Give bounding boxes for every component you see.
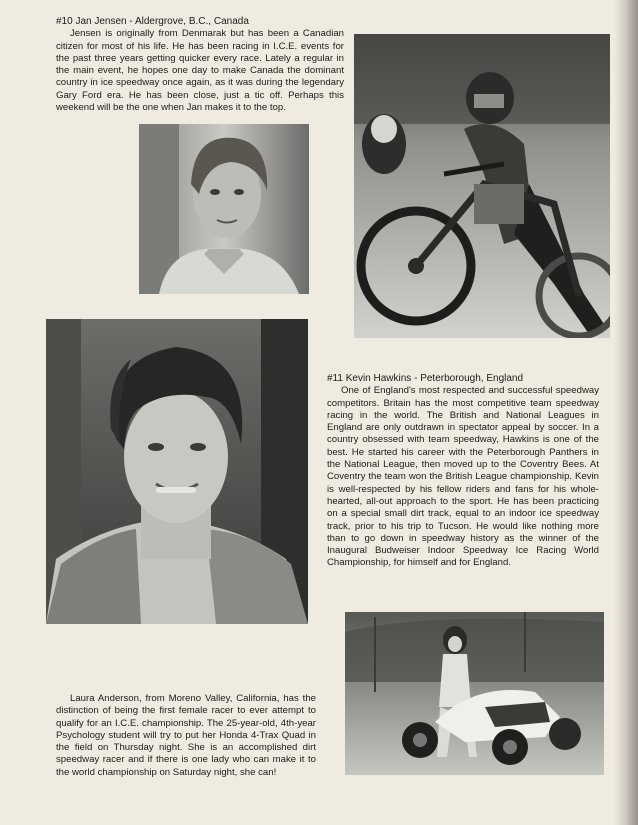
jensen-portrait-photo — [139, 124, 309, 294]
page-spine-shadow — [614, 0, 638, 825]
hawkins-article — [327, 373, 599, 570]
speedway-racing-photo — [354, 34, 610, 338]
anderson-quad-photo — [345, 612, 604, 775]
anderson-article — [56, 693, 316, 779]
anderson-body: Laura Anderson, from Moreno Valley, California, has the distinction of being the first female racer to ever attempt to qualify for an I.C.E. championship. The 25-year-old, 4th-year Psychology student will try to put her Honda 4-Trax Quad in the field on Thursday night. She is an accomplished dirt speedway racer and if there is one lady who can make it to the world championship on Saturday night, she can! — [56, 693, 316, 778]
jensen-heading: #10 Jan Jensen - Aldergrove, B.C., Canada — [56, 16, 249, 27]
hawkins-body: One of England's most respected and successful speedway competitors. Britain has the most competitive team speedway racing in the world. The British and National Leagues in England are only outdrawn in spectator appeal by soccer. In a country obsessed with team speedway, Hawkins is one of the best. He started his career with the Peterborough Panthers in the National League, then moved up to the Coventry Bees. At Coventry the team won the British League championship. Kevin is well-respected by his fellow riders and fans for his whole-hearted, all-out approach to the sport. He has been practicing on a special small dirt track, equal to an indoor ice speedway track, prior to his trip to Tucson. He would like nothing more than to go down in speedway history as the winner of the Inaugural Budweiser Indoor Speedway Ice Racing World Championship, for himself and for England. — [327, 385, 599, 569]
hawkins-heading: #11 Kevin Hawkins - Peterborough, England — [327, 373, 524, 384]
hawkins-portrait-photo — [46, 319, 308, 624]
jensen-body: Jensen is originally from Denmarak but has been a Canadian citizen for most of his life. He has been racing in I.C.E. events for the past three years getting quicker every race. Lately a regular in the main event, he hopes one day to make Canada the dominant country in ice speedway once again, as it was during the legendary Gary Ford era. He has been close, just a tic off. Perhaps this weekend will be the one when Jan makes it to the top. — [56, 28, 344, 114]
jensen-article — [56, 16, 344, 114]
